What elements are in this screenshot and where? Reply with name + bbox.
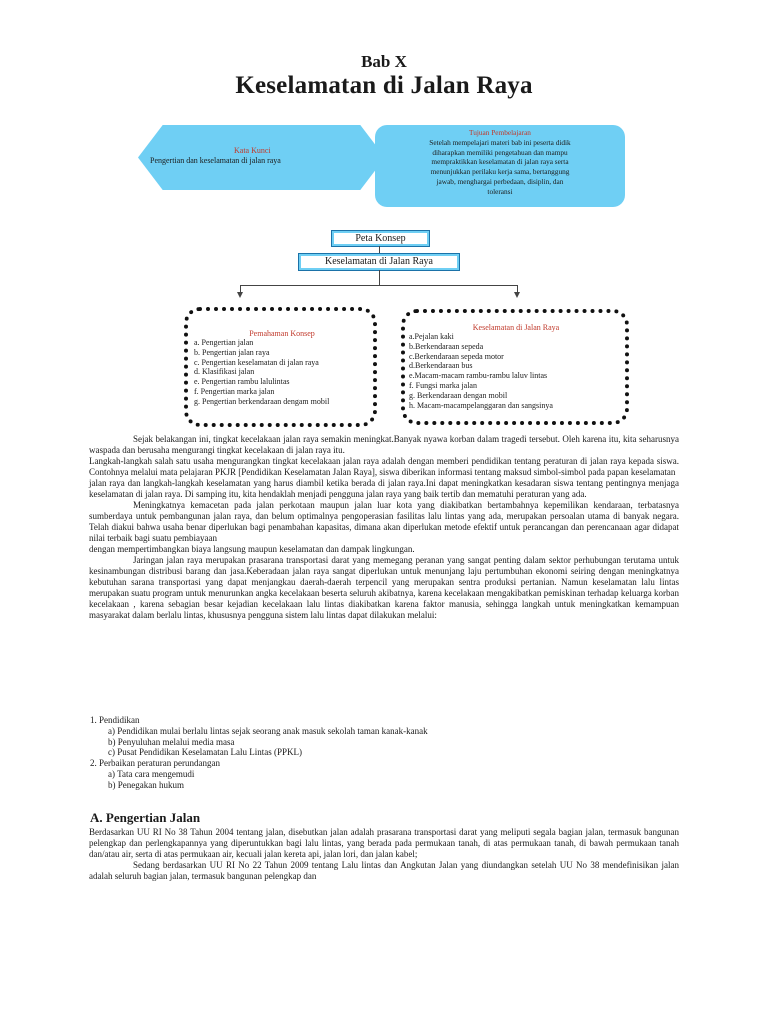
list-item: f. Pengertian marka jalan (194, 386, 275, 396)
pemahaman-konsep-title: Pemahaman Konsep (249, 329, 315, 338)
connector-line (240, 285, 518, 286)
kata-kunci-text-block (150, 146, 380, 166)
list-item: g. Berkendaraan dengan mobil (409, 390, 508, 400)
list-item: c. Pengertian keselamatan di jalan raya (194, 357, 319, 367)
list-item: b) Penegakan hukum (108, 779, 184, 790)
list-item: a.Pejalan kaki (409, 332, 454, 341)
list-item: c.Berkendaraan sepeda motor (409, 351, 504, 361)
kata-kunci-text: Pengertian dan keselamatan di jalan raya (150, 156, 281, 165)
pemahaman-konsep-list (194, 338, 370, 407)
body-text (89, 434, 679, 621)
paragraph: jalan raya dan langkah-langkah keselamatan yang harus diambil ketika berada di jalan raya.Ini dapat meningkatkan kesadaran siswa tentang pentingnya menjaga keselamatan di jalan raya. Di samping itu, kita hendaklah menjadi pengguna jalan raya yang baik tertib dan mematuhi peraturan yang ada. (89, 478, 679, 499)
chapter-label: Bab X (361, 52, 407, 71)
list-item: e.Macam-macam rambu-rambu laluv lintas (409, 371, 548, 381)
concept-root-box: Keselamatan di Jalan Raya (298, 253, 460, 271)
tujuan-line: mempraktikkan keselamatan di jalan raya serta (431, 157, 569, 167)
list-item: a. Pengertian jalan (194, 338, 254, 347)
list-item: d. Klasifikasi jalan (194, 367, 255, 377)
tujuan-line: menunjukkan perilaku kerja sama, bertanggung (430, 167, 570, 177)
list-item: b) Penyuluhan melalui media masa (108, 736, 235, 747)
connector-line (379, 246, 380, 253)
paragraph: Meningkatnya kemacetan pada jalan perkotaan maupun jalan luar kota yang diakibatkan bertambahnya kepemilikan kendaraan, terbatasnya sumberdaya untuk pembangunan jalan raya, dan belum optimalnya pengoperasian fasilitas lalu lintas yang ada, merupakan persoalan utama di banyak negara. Telah diakui bahwa usaha benar diperlukan bagi penambahan kapasitas, dimana akan diperlukan metode efektif untuk perancangan dan perencanaan agar didapat nilai terbaik bagi suatu pembiayaan (89, 500, 679, 543)
peta-konsep-box: Peta Konsep (331, 230, 430, 247)
connector-line (379, 270, 380, 285)
measures-list (90, 715, 680, 791)
paragraph: dengan mempertimbangkan biaya langsung maupun keselamatan dan dampak lingkungan. (89, 544, 415, 554)
arrow-down-icon (514, 292, 520, 298)
tujuan-line: diharapkan memiliki pengetahuan dan mampu (432, 147, 568, 157)
tujuan-line: jawab, menghargai perbedaan, disiplin, dan (436, 176, 564, 186)
section-heading: A. Pengertian Jalan (90, 810, 201, 825)
list-item: e. Pengertian rambu lalulintas (194, 377, 290, 387)
tujuan-line: Setelah mempelajari materi bab ini peserta didik (429, 137, 571, 147)
keselamatan-title: Keselamatan di Jalan Raya (472, 323, 560, 332)
list-item: a) Tata cara mengemudi (108, 768, 195, 779)
list-item: g. Pengertian berkendaraan dengam mobil (194, 396, 330, 406)
keselamatan-list (409, 332, 623, 410)
tujuan-line: toleransi (487, 186, 513, 196)
paragraph: Sejak belakangan ini, tingkat kecelakaan jalan raya semakin meningkat.Banyak nyawa korban dalam tragedi tersebut. Oleh karena itu, kita seharusnya waspada dan berusaha mengurangi tingkat kecelakaan di jalan raya itu. (89, 434, 679, 455)
list-item: b. Pengertian jalan raya (194, 347, 270, 357)
page-title: Keselamatan di Jalan Raya (235, 72, 533, 99)
kata-kunci-label: Kata Kunci (234, 146, 271, 155)
tujuan-label: Tujuan Pembelajaran (469, 128, 531, 137)
list-item: a) Pendidikan mulai berlalu lintas sejak seorang anak masuk sekolah taman kanak-kanak (108, 725, 428, 736)
keselamatan-content (409, 323, 623, 410)
section-a-text (89, 827, 679, 882)
list-item: f. Fungsi marka jalan (409, 380, 477, 390)
list-item: d.Berkendaraan bus (409, 361, 473, 371)
paragraph: Berdasarkan UU RI No 38 Tahun 2004 tentang jalan, disebutkan jalan adalah prasarana transportasi darat yang meliputi segala bagian jalan, termasuk bangunan pelengkap dan perlengkapannya yang diperuntukkan bagi lalu lintas, yang berada pada permukaan tanah, di atas permukaan tanah, di bawah permukaan tanah dan/atau air, serta di atas permukaan air, kecuali jalan kereta api, jalan lori, dan jalan kabel; (89, 827, 679, 859)
paragraph: Sedang berdasarkan UU RI No 22 Tahun 2009 tentang Lalu lintas dan Angkutan Jalan yang diundangkan setelah UU No 38 mendefinisikan jalan adalah seluruh bagian jalan, termasuk bangunan pelengkap dan (89, 860, 679, 881)
tujuan-text-block (385, 128, 615, 197)
list-item: h. Macam-macampelanggaran dan sangsinya (409, 400, 553, 410)
paragraph: Jaringan jalan raya merupakan prasarana transportasi darat yang memegang peranan yang sangat penting dalam sektor perhubungan terutama untuk kesinambungan distribusi barang dan jasa.Keberadaan jalan raya sangat diperlukan untuk menunjang laju pertumbuhan ekonomi seiring dengan meningkatnya kebutuhan sarana transportasi yang dapat menjangkau daerah-daerah terpencil yang merupakan sentra produksi pertanian. Namun keselamatan lalu lintas merupakan suatu program untuk menurunkan angka kecelakaan beserta seluruh akibatnya, karena kecelakaan mengakibatkan pemiskinan terhadap keluarga korban kecelakaan , karena sebagian besar kejadian kecelakaan lalu lintas diakibatkan karena faktor manusia, sehingga langkah untuk meningkatkan kemampuan masyarakat dalam berlalu lintas, khususnya pengguna sistem lalu lintas dapat dilakukan melalui: (89, 555, 679, 620)
list-item: c) Pusat Pendidikan Keselamatan Lalu Lintas (PPKL) (108, 747, 302, 758)
list-item: b.Berkendaraan sepeda (409, 341, 484, 351)
list-item: 1. Pendidikan (90, 715, 140, 725)
paragraph: Langkah-langkah salah satu usaha mengurangkan tingkat kecelakaan jalan raya adalah dengan memberi pendidikan tentang peraturan di jalan raya kepada siswa. Contohnya melalui mata pelajaran PKJR [Pendidikan Keselamatan Jalan Raya], siswa diberikan informasi tentang maksud simbol-simbol pada papan keselamatan (89, 456, 679, 477)
list-item: 2. Perbaikan peraturan perundangan (90, 758, 220, 769)
pemahaman-konsep-content (194, 329, 370, 407)
arrow-down-icon (237, 292, 243, 298)
